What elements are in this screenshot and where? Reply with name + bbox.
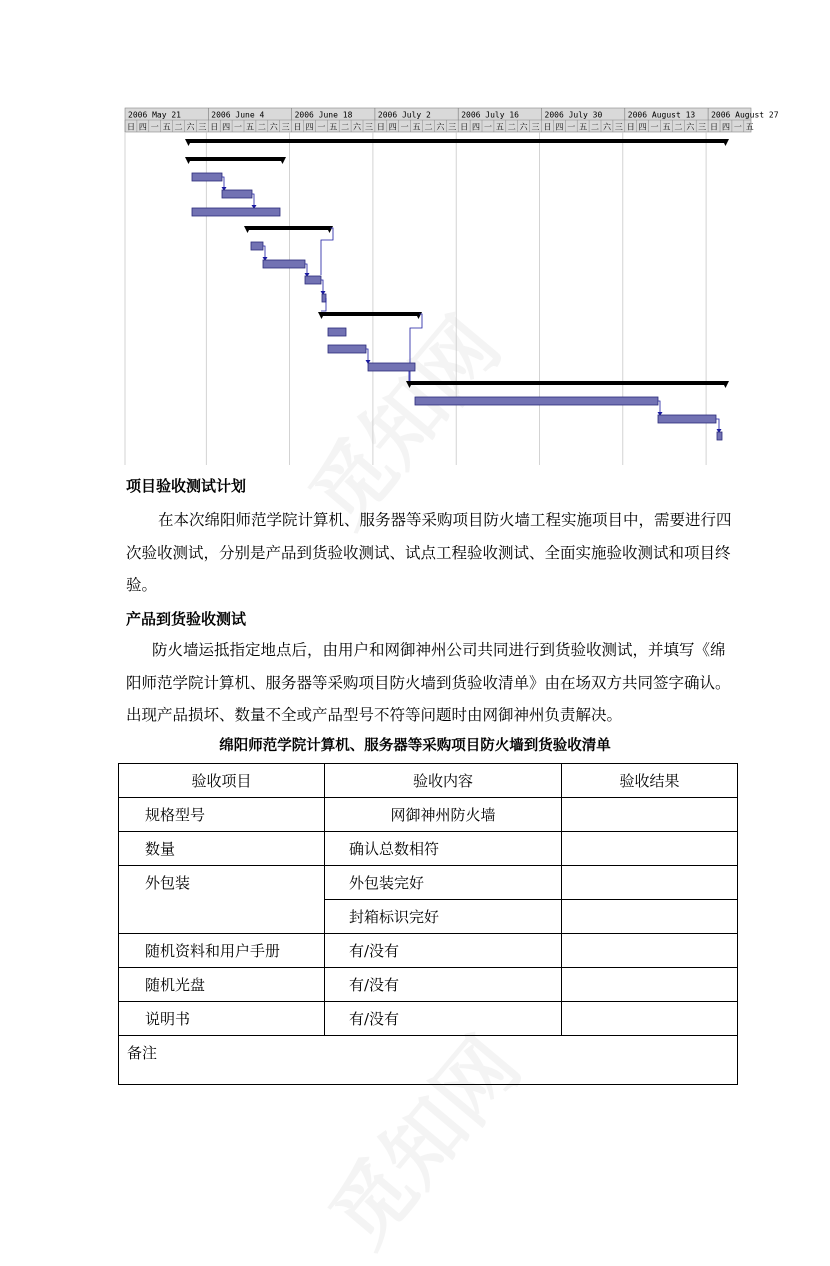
day-label: 四: [472, 122, 481, 132]
section-heading-acceptance-plan: 项目验收测试计划: [126, 477, 247, 495]
week-label: 2006 July 2: [377, 110, 431, 120]
day-label: 六: [519, 122, 528, 132]
task-bar: [192, 208, 280, 216]
day-label: 一: [150, 122, 159, 132]
day-label: 一: [483, 122, 492, 132]
table-header-row: [119, 764, 738, 798]
cell-result[interactable]: [562, 900, 738, 934]
table-remarks-row: [119, 1036, 738, 1085]
day-label: 一: [234, 122, 243, 132]
phase4-summary-bar: [409, 381, 726, 385]
cell-result[interactable]: [562, 968, 738, 1002]
day-label: 日: [210, 122, 219, 132]
task-bar: [415, 397, 658, 405]
phase3-summary-bar: [321, 312, 419, 316]
day-label: 三: [198, 122, 207, 132]
header-content: 验收内容: [325, 764, 562, 798]
cell-content: 有/没有: [325, 968, 562, 1002]
day-label: 六: [186, 122, 195, 132]
cell-result[interactable]: [562, 1002, 738, 1036]
cell-content: 有/没有: [325, 934, 562, 968]
day-label: 日: [293, 122, 302, 132]
week-label: 2006 June 18: [294, 110, 353, 120]
cell-result[interactable]: [562, 832, 738, 866]
task-bar: [328, 328, 346, 336]
table-row: [119, 866, 738, 900]
header-item: 验收项目: [119, 764, 325, 798]
week-label: 2006 May 21: [128, 110, 181, 120]
day-label: 一: [567, 122, 576, 132]
day-label: 五: [412, 122, 421, 132]
day-label: 五: [662, 122, 671, 132]
day-label: 一: [400, 122, 409, 132]
week-label: 2006 June 4: [211, 110, 265, 120]
day-label: 五: [495, 122, 504, 132]
dependency-link: [716, 419, 719, 430]
cell-result[interactable]: [562, 866, 738, 900]
cell-content: 有/没有: [325, 1002, 562, 1036]
table-row: [119, 1002, 738, 1036]
table-row: [119, 968, 738, 1002]
section-heading-arrival-test: 产品到货验收测试: [126, 610, 247, 628]
day-label: 三: [698, 122, 707, 132]
day-label: 三: [364, 122, 373, 132]
day-label: 五: [245, 122, 254, 132]
table-row: [119, 798, 738, 832]
paragraph-arrival-test: 防火墙运抵指定地点后，由用户和网御神州公司共同进行到货验收测试，并填写《绵阳师范学院计算机、服务器等采购项目防火墙到货验收清单》由在场双方共同签字确认。出现产品损坏、数量不全或产品型号不符等问题时由网御神州负责解决。: [126, 641, 731, 724]
task-bar: [192, 173, 222, 181]
day-label: 五: [579, 122, 588, 132]
table-row: [119, 832, 738, 866]
table-row: [119, 934, 738, 968]
day-label: 六: [269, 122, 278, 132]
day-label: 一: [650, 122, 659, 132]
paragraph-acceptance-plan: 在本次绵阳师范学院计算机、服务器等采购项目防火墙工程实施项目中，需要进行四次验收测试，分别是产品到货验收测试、试点工程验收测试、全面实施验收测试和项目终验。: [126, 511, 732, 594]
cell-item: 规格型号: [119, 798, 325, 832]
day-label: 四: [721, 122, 730, 132]
day-label: 三: [531, 122, 540, 132]
day-label: 六: [353, 122, 362, 132]
day-label: 日: [460, 122, 469, 132]
day-label: 一: [317, 122, 326, 132]
day-label: 二: [424, 122, 433, 132]
day-label: 四: [222, 122, 231, 132]
day-label: 二: [174, 122, 183, 132]
day-label: 六: [686, 122, 695, 132]
week-label: 2006 July 16: [461, 110, 519, 120]
header-result: 验收结果: [562, 764, 738, 798]
day-label: 三: [448, 122, 457, 132]
day-label: 三: [281, 122, 290, 132]
day-label: 四: [638, 122, 647, 132]
cell-item: 随机资料和用户手册: [119, 934, 325, 968]
day-label: 三: [614, 122, 623, 132]
table-title: 绵阳师范学院计算机、服务器等采购项目防火墙到货验收清单: [219, 738, 611, 754]
phase1-summary-bar: [188, 157, 283, 161]
day-label: 日: [626, 122, 635, 132]
dependency-link: [321, 228, 333, 275]
remarks-cell[interactable]: 备注: [119, 1036, 738, 1085]
week-label: 2006 August 13: [627, 110, 696, 120]
project-summary-bar: [188, 139, 726, 143]
day-label: 四: [388, 122, 397, 132]
day-label: 五: [329, 122, 338, 132]
cell-content: 外包装完好: [325, 866, 562, 900]
cell-result[interactable]: [562, 798, 738, 832]
task-bar: [328, 345, 366, 353]
day-label: 二: [257, 122, 266, 132]
day-label: 五: [162, 122, 171, 132]
cell-content: 封箱标识完好: [325, 900, 562, 934]
gantt-chart: [125, 108, 779, 465]
cell-item: 数量: [119, 832, 325, 866]
day-label: 四: [305, 122, 314, 132]
acceptance-checklist-table: [118, 763, 738, 1085]
task-bar: [305, 276, 321, 284]
day-label: 日: [376, 122, 385, 132]
cell-item: 说明书: [119, 1002, 325, 1036]
task-bar: [251, 242, 263, 250]
day-label: 二: [341, 122, 350, 132]
cell-item: 随机光盘: [119, 968, 325, 1002]
day-label: 四: [555, 122, 564, 132]
task-bar: [368, 363, 415, 371]
day-label: 四: [138, 122, 147, 132]
day-label: 二: [507, 122, 516, 132]
cell-result[interactable]: [562, 934, 738, 968]
day-label: 日: [126, 122, 135, 132]
day-label: 五: [745, 122, 754, 132]
day-label: 二: [674, 122, 683, 132]
cell-content: 确认总数相符: [325, 832, 562, 866]
task-bar: [263, 260, 305, 268]
day-label: 日: [543, 122, 552, 132]
cell-item: 外包装: [119, 866, 325, 934]
phase2-summary-bar: [247, 226, 330, 230]
task-bar: [222, 190, 252, 198]
day-label: 一: [733, 122, 742, 132]
day-label: 日: [710, 122, 719, 132]
day-label: 六: [602, 122, 611, 132]
week-label: 2006 July 30: [544, 110, 603, 120]
day-label: 二: [591, 122, 600, 132]
task-bar: [717, 432, 722, 440]
task-bar: [322, 294, 326, 302]
day-label: 六: [436, 122, 445, 132]
cell-content: 网御神州防火墙: [325, 798, 562, 832]
task-bar: [658, 415, 716, 423]
week-label: 2006 August 27: [711, 110, 779, 120]
